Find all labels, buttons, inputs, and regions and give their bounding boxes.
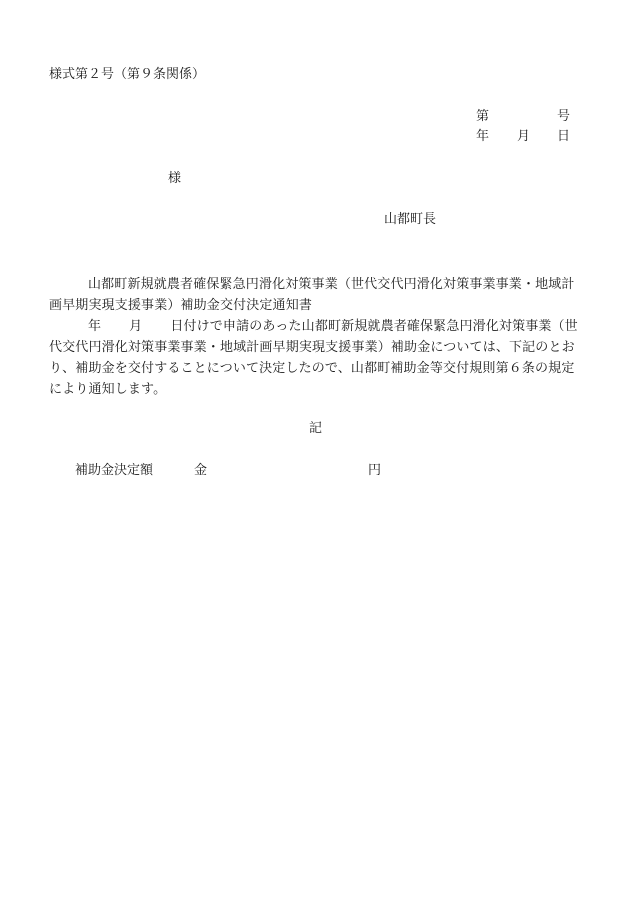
recipient-honorific: 様	[168, 171, 182, 186]
body-text: 日付けで申請のあった山都町新規就農者確保緊急円滑化対策事業（世代交代円滑化対策事業事業・地域計画早期実現支援事業）補助金については、下記のとおり、補助金を交付することについて決定したので、山都町補助金等交付規則第６条の規定により通知します。	[49, 319, 578, 397]
date-day: 日	[557, 129, 571, 144]
document-number-suffix: 号	[557, 109, 571, 124]
date-year: 年	[476, 129, 490, 144]
form-number-label: 様式第２号（第９条関係）	[49, 67, 206, 82]
amount-yen: 円	[368, 463, 382, 478]
body-year: 年	[88, 319, 102, 334]
notice-title-text: 山都町新規就農者確保緊急円滑化対策事業（世代交代円滑化対策事業事業・地域計画早期実現支援事業）補助金交付決定通知書	[49, 277, 575, 313]
notice-body	[49, 316, 586, 400]
body-month: 月	[129, 319, 143, 334]
amount-label: 補助金決定額	[75, 463, 154, 478]
sender-name: 山都町長	[384, 212, 437, 227]
ki-heading: 記	[309, 421, 323, 436]
amount-kin: 金	[194, 463, 208, 478]
notice-title	[49, 274, 586, 316]
date-month: 月	[517, 129, 531, 144]
document-number-prefix: 第	[476, 109, 490, 124]
